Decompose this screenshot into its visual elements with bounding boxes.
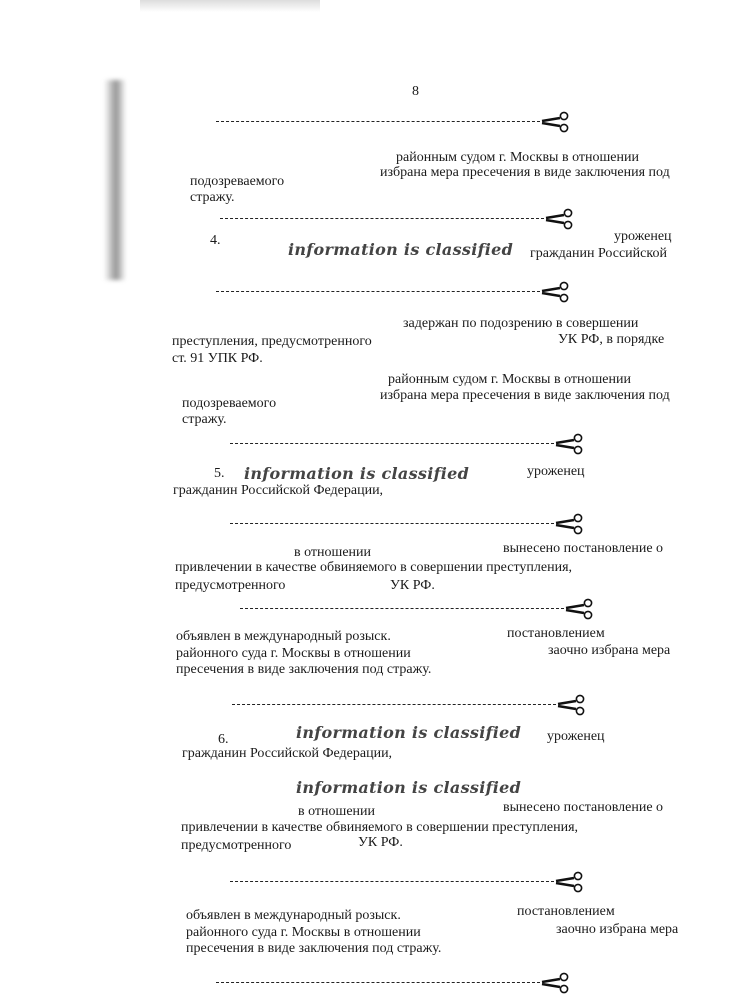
page-number: 8 — [412, 84, 419, 99]
scissors-icon — [544, 207, 574, 231]
text-line: предусмотренного — [175, 578, 286, 593]
text-line: преступления, предусмотренного — [172, 334, 372, 349]
cut-line — [230, 870, 584, 894]
scissors-icon — [554, 870, 584, 894]
scissors-icon — [554, 512, 584, 536]
dashed-line — [240, 608, 564, 609]
cut-line — [220, 207, 574, 231]
text-line: гражданин Российской Федерации, — [173, 483, 384, 498]
text-line: районного суда г. Москвы в отношении — [176, 646, 411, 661]
text-line: гражданин Российской — [530, 246, 667, 261]
text-line: районного суда г. Москвы в отношении — [186, 925, 421, 940]
text-line: пресечения в виде заключения под стражу. — [176, 662, 432, 677]
scan-top-shadow — [140, 0, 320, 12]
scissors-icon — [540, 280, 570, 304]
text-line: УК РФ. — [390, 578, 435, 593]
text-line: уроженец — [614, 229, 672, 244]
text-line: постановлением — [507, 626, 605, 641]
text-line: избрана мера пресечения в виде заключения под — [380, 388, 670, 403]
text-line: уроженец — [527, 464, 585, 479]
text-line: предусмотренного — [181, 838, 292, 853]
text-line: заочно избрана мера — [556, 922, 679, 937]
text-line: районным судом г. Москвы в отношении — [388, 372, 631, 387]
dashed-line — [230, 443, 554, 444]
text-line: избрана мера пресечения в виде заключения под — [380, 165, 670, 180]
dashed-line — [230, 881, 554, 882]
classified-stamp: information is classified — [244, 464, 470, 483]
text-line: стражу. — [182, 412, 227, 427]
text-line: заочно избрана мера — [548, 643, 671, 658]
cut-line — [216, 110, 570, 134]
scissors-icon — [540, 110, 570, 134]
text-line: гражданин Российской Федерации, — [182, 746, 393, 761]
dashed-line — [216, 121, 540, 122]
text-line: подозреваемого — [190, 174, 285, 189]
text-line: объявлен в международный розыск. — [186, 908, 401, 923]
scissors-icon — [564, 597, 594, 621]
text-line: привлечении в качестве обвиняемого в совершении преступления, — [181, 820, 579, 835]
item-number: 6. — [218, 732, 229, 747]
cut-line — [240, 597, 594, 621]
scissors-icon — [554, 432, 584, 456]
dashed-line — [230, 523, 554, 524]
text-line: ст. 91 УПК РФ. — [172, 351, 263, 366]
text-line: уроженец — [547, 729, 605, 744]
cut-line — [232, 693, 586, 717]
text-line: задержан по подозрению в совершении — [403, 316, 639, 331]
dashed-line — [216, 982, 540, 983]
item-number: 5. — [214, 466, 225, 481]
cut-line — [230, 512, 584, 536]
classified-stamp: information is classified — [288, 240, 514, 259]
text-line: УК РФ. — [358, 835, 403, 850]
text-line: вынесено постановление о — [503, 541, 664, 556]
text-line: пресечения в виде заключения под стражу. — [186, 941, 442, 956]
dashed-line — [220, 218, 544, 219]
text-line: УК РФ, в порядке — [558, 332, 665, 347]
text-line: вынесено постановление о — [503, 800, 664, 815]
item-number: 4. — [210, 233, 221, 248]
text-line: объявлен в международный розыск. — [176, 629, 391, 644]
classified-stamp: information is classified — [296, 723, 522, 742]
text-line: постановлением — [517, 904, 615, 919]
text-line: подозреваемого — [182, 396, 277, 411]
cut-line — [230, 432, 584, 456]
scissors-icon — [540, 971, 570, 995]
text-line: стражу. — [190, 190, 235, 205]
text-line: привлечении в качестве обвиняемого в совершении преступления, — [175, 560, 573, 575]
scan-edge-shadow — [104, 80, 126, 280]
cut-line — [216, 280, 570, 304]
text-line: в отношении — [294, 545, 372, 560]
classified-stamp: information is classified — [296, 778, 522, 797]
dashed-line — [216, 291, 540, 292]
text-line: районным судом г. Москвы в отношении — [396, 150, 639, 165]
dashed-line — [232, 704, 556, 705]
scissors-icon — [556, 693, 586, 717]
cut-line — [216, 971, 570, 995]
text-line: в отношении — [298, 804, 376, 819]
